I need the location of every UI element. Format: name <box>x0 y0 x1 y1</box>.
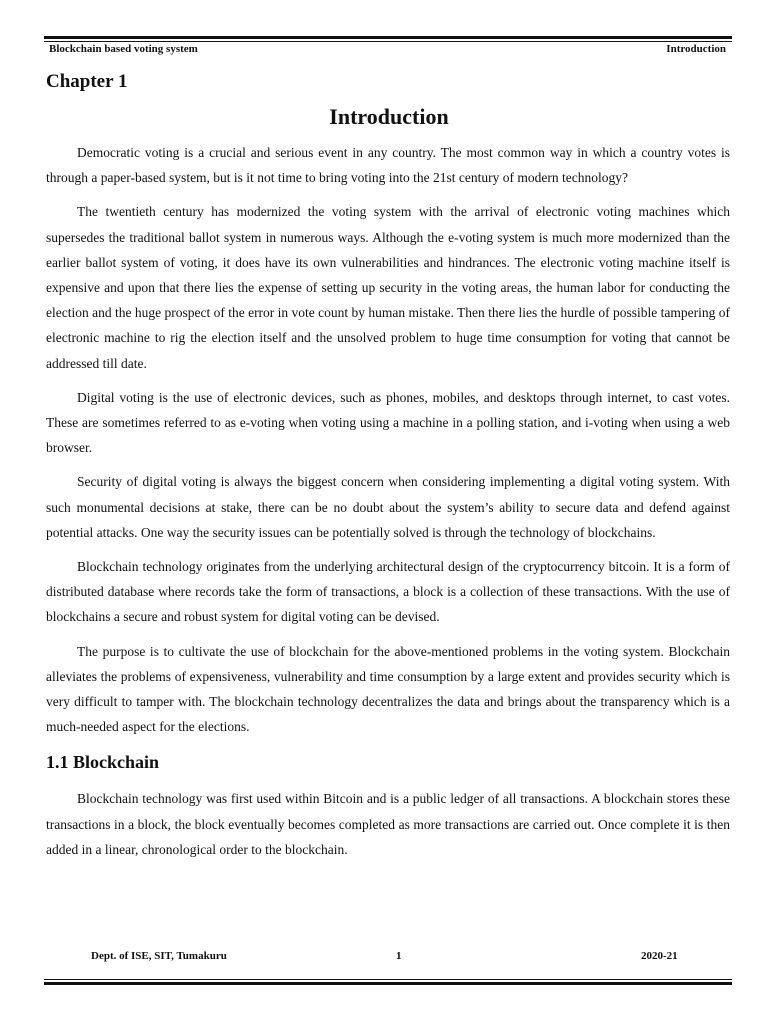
chapter-label: Chapter 1 <box>46 71 128 92</box>
paragraph: Security of digital voting is always the biggest concern when considering implementing a digital voting system. With such monumental decisions at stake, there can be no doubt about the system’s ability to secure data and defend against potential attacks. One way the security issues can be potentially solved is through the technology of blockchains. <box>46 474 730 540</box>
section-heading: 1.1 Blockchain <box>46 752 160 773</box>
running-header-section: Introduction <box>666 43 726 55</box>
paragraph: Digital voting is the use of electronic devices, such as phones, mobiles, and desktops through internet, to cast votes. These are sometimes referred to as e-voting when voting using a machine in a polling station, and i-voting when using a web browser. <box>46 389 730 456</box>
paragraph: The twentieth century has modernized the voting system with the arrival of electronic voting machines which supersedes the traditional ballot system in numerous ways. Although the e-voting system is much more modernized than the earlier ballot system of voting, it does have its own vulnerabilities and hindrances. The electronic voting machine itself is expensive and upon that there lies the expense of setting up security in the voting areas, the human labor for conducting the election and the huge prospect of the error in vote count by human mistake. Then there lies the hurdle of possible tampering of electronic machine to rig the election itself and the unsolved problem to huge time consumption for voting that cannot be addressed till date. <box>46 204 730 371</box>
footer-rule-thick <box>44 982 732 985</box>
footer-rule-thin <box>44 979 732 980</box>
running-header-title: Blockchain based voting system <box>49 43 198 55</box>
paragraph: The purpose is to cultivate the use of blockchain for the above-mentioned problems in the voting system. Blockchain alleviates the problems of expensiveness, vulnerability and time consumption by a large extent and provides security which is very difficult to tamper with. The blockchain technology decentralizes the data and brings about the transparency which is a much-needed aspect for the elections. <box>46 643 730 735</box>
paragraph: Blockchain technology was first used within Bitcoin and is a public ledger of all transactions. A blockchain stores these transactions in a block, the block eventually becomes completed as more transactions are carried out. Once complete it is then added in a linear, chronological order to the blockchain. <box>46 791 730 857</box>
header-rule-thick <box>44 36 732 39</box>
header-rule-thin <box>44 41 732 42</box>
paragraph: Blockchain technology originates from the underlying architectural design of the cryptocurrency bitcoin. It is a form of distributed database where records take the form of transactions, a block is a collection of these transactions. With the use of blockchains a secure and robust system for digital voting can be devised. <box>46 559 730 625</box>
footer-department: Dept. of ISE, SIT, Tumakuru <box>91 950 227 962</box>
paragraph: Democratic voting is a crucial and serious event in any country. The most common way in which a country votes is through a paper-based system, but is it not time to bring voting into the 21st century of modern technology? <box>46 145 730 186</box>
body-text <box>46 140 730 871</box>
footer-year: 2020-21 <box>641 950 678 962</box>
chapter-title: Introduction <box>329 104 449 129</box>
page-number: 1 <box>396 950 402 962</box>
